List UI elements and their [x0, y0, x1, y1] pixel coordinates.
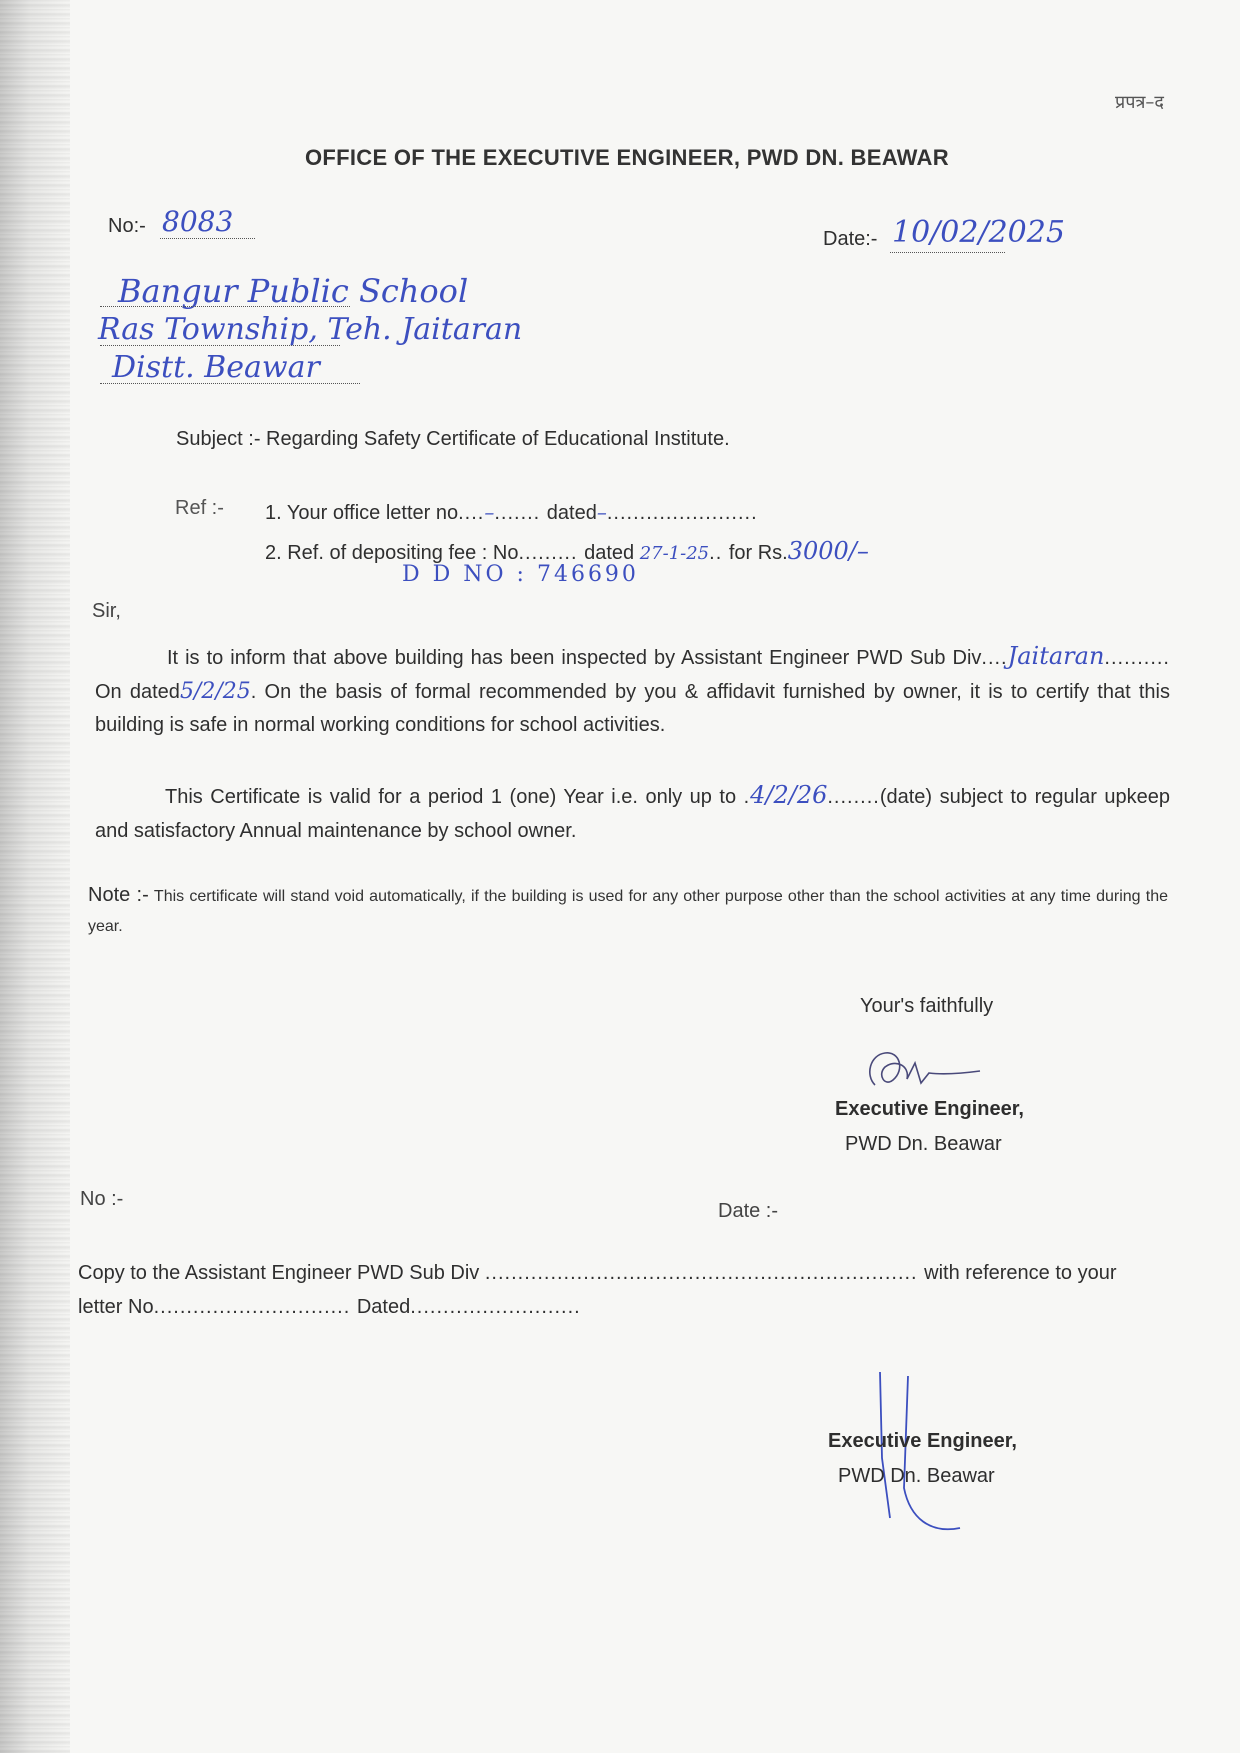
- ref-1-dots-3: .......................: [606, 502, 758, 524]
- para2-part2: (date) subject to regular upkeep and satisfactory Annual maintenance by school owner.: [95, 786, 1170, 842]
- signatory-title: Executive Engineer,: [835, 1098, 1024, 1120]
- letter-no-label: No:-: [108, 215, 146, 237]
- ref-2-dated-value: 27-1-25: [639, 543, 710, 564]
- ref-2-rs-label: for Rs.: [728, 542, 788, 564]
- para1-dots-2: ..........: [1104, 647, 1170, 669]
- copy-signatory-title: Executive Engineer,: [828, 1430, 1017, 1452]
- ref-2-prefix: 2. Ref. of depositing fee : No: [265, 542, 519, 564]
- date-underline: [890, 252, 1005, 253]
- copy-line-1-dots: ..................................................................: [484, 1262, 925, 1284]
- paragraph-validity: [95, 778, 1170, 848]
- salutation: Sir,: [92, 600, 121, 622]
- signature-2: [860, 1368, 970, 1538]
- scan-noise-edge: [0, 0, 70, 1753]
- addressee-underline-2: [100, 345, 340, 346]
- copy-line-2-dots: ..............................: [153, 1296, 357, 1318]
- ref-2-dots: .........: [518, 542, 585, 564]
- subject-line: Subject :- Regarding Safety Certificate of Educational Institute.: [176, 428, 730, 450]
- para2-valid-upto-value: 4/2/26: [750, 781, 828, 809]
- note-label: Note :-: [88, 884, 149, 906]
- form-code: प्रपत्र–द: [1115, 92, 1164, 113]
- para1-dots: ....: [981, 647, 1008, 669]
- copy-no-label: No :-: [80, 1188, 124, 1210]
- letter-no-underline: [160, 238, 255, 239]
- paragraph-inspection: [95, 640, 1170, 742]
- note-text: This certificate will stand void automatically, if the building is used for any other purpose other than the school activities at any time during the year.: [88, 888, 1168, 935]
- copy-line-1: [78, 1262, 1117, 1285]
- copy-date-label: Date :-: [718, 1200, 779, 1222]
- ref-1: [265, 500, 758, 525]
- ref-1-dots: ....: [458, 502, 485, 524]
- copy-line-2-part2: Dated: [356, 1296, 411, 1318]
- copy-line-1-part2: with reference to your: [924, 1262, 1117, 1284]
- copy-line-2: [78, 1296, 581, 1319]
- ref-2-rs-value: 3000/–: [787, 537, 869, 565]
- letter-no-value: 8083: [162, 205, 234, 238]
- addressee-line-2: Ras Township, Teh. Jaitaran: [98, 312, 523, 347]
- date-label: Date:-: [823, 228, 878, 250]
- para1-on-dated-label: On dated: [95, 681, 180, 703]
- ref-2: [265, 537, 869, 565]
- addressee-underline-3: [100, 383, 360, 384]
- para2-dots-2: ........: [827, 786, 880, 808]
- ref-1-dots-2: .......: [494, 502, 547, 524]
- signatory-office: PWD Dn. Beawar: [845, 1133, 1002, 1155]
- ref-label: Ref :-: [175, 497, 224, 519]
- ref-2-dots-2: ..: [709, 542, 729, 564]
- copy-line-2-dots-2: ..........................: [410, 1296, 581, 1318]
- addressee-line-3: Distt. Beawar: [112, 350, 320, 385]
- addressee-underline-1: [100, 306, 350, 307]
- ref-1-dated-label: dated: [546, 502, 597, 524]
- copy-signatory-office: PWD Dn. Beawar: [838, 1465, 995, 1487]
- closing-line: Your's faithfully: [860, 995, 994, 1017]
- signature-1: [855, 1045, 985, 1105]
- copy-line-1-part1: Copy to the Assistant Engineer PWD Sub Div: [78, 1262, 480, 1284]
- para1-on-dated-value: 5/2/25: [179, 679, 251, 704]
- ref-1-prefix: 1. Your office letter no: [265, 502, 459, 524]
- addressee-line-1: Bangur Public School: [118, 272, 469, 310]
- note-block: [88, 880, 1168, 942]
- para1-part2: . On the basis of formal recommended by you & affidavit furnished by owner, it is to certify that this building is safe in normal working conditions for school activities.: [95, 681, 1170, 736]
- para2-dots: .: [743, 786, 751, 808]
- para2-part1: This Certificate is valid for a period 1 (one) Year i.e. only up to: [165, 786, 737, 808]
- ref-1-no-value: –: [484, 500, 495, 524]
- ref-2-dated-label: dated: [584, 542, 635, 564]
- para1-subdiv-value: Jaitaran: [1007, 642, 1105, 670]
- para1-part1: It is to inform that above building has been inspected by Assistant Engineer PWD Sub Div: [167, 647, 982, 669]
- office-heading: OFFICE OF THE EXECUTIVE ENGINEER, PWD DN. BEAWAR: [305, 145, 949, 170]
- copy-line-2-part1: letter No: [78, 1296, 154, 1318]
- ref-1-dated-value: –: [596, 500, 607, 524]
- date-value: 10/02/2025: [892, 215, 1065, 250]
- dd-number-note: D D NO : 746690: [402, 562, 639, 587]
